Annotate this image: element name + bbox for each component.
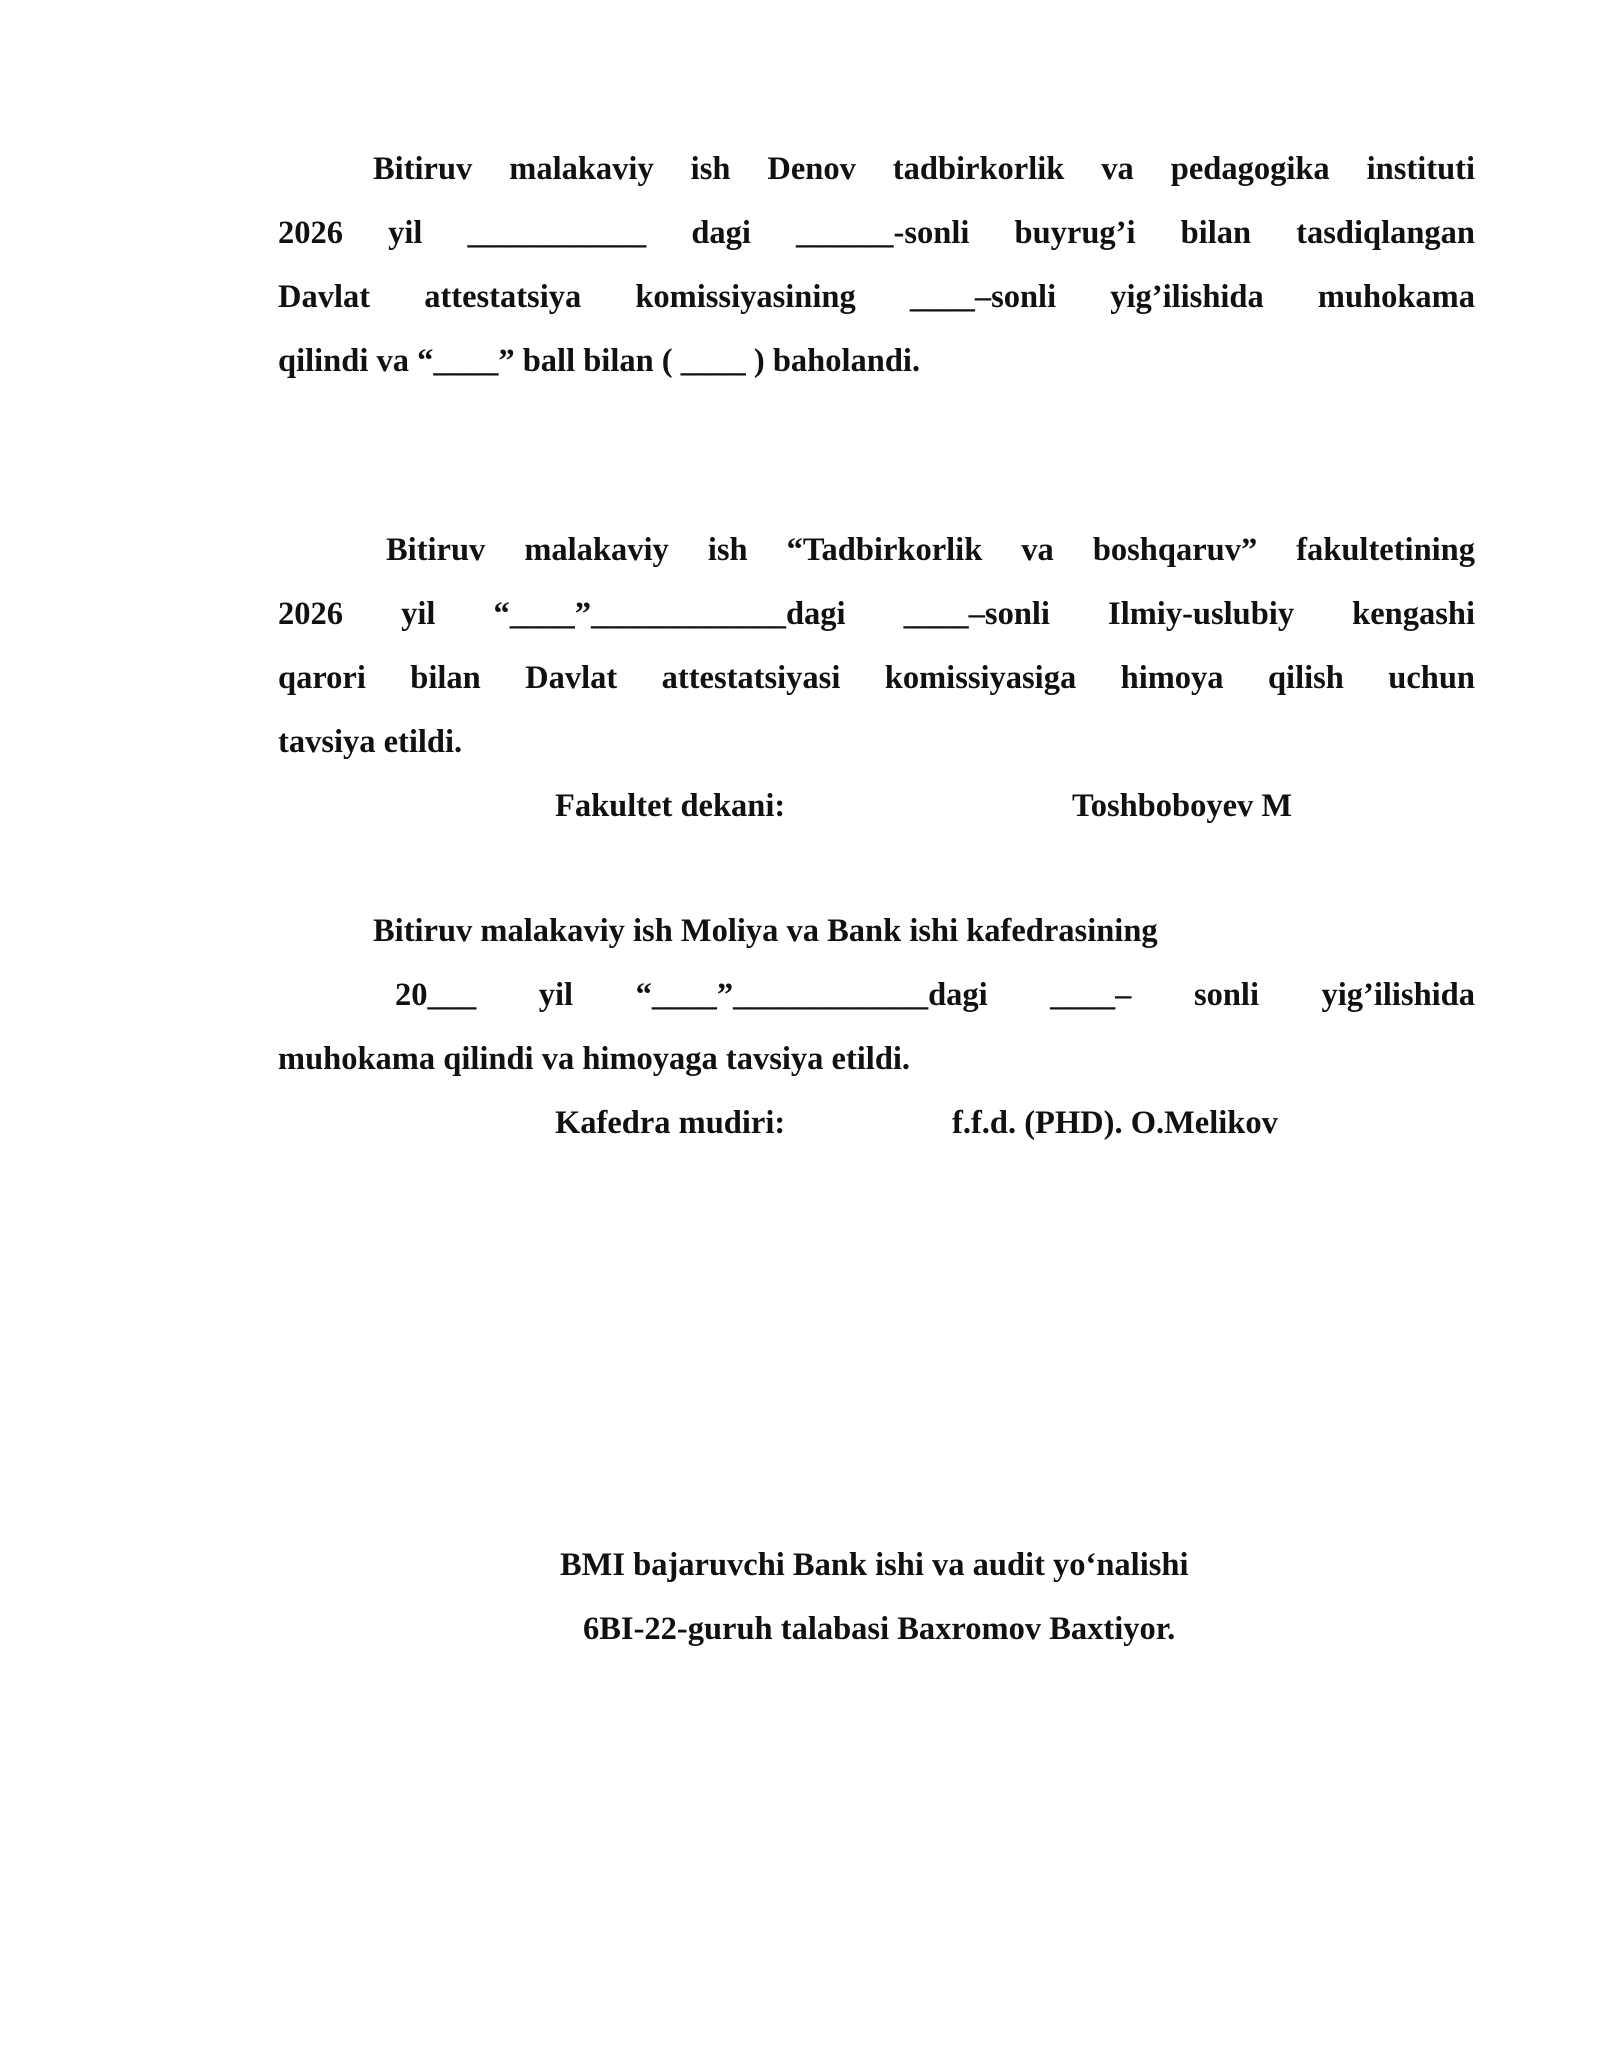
paragraph-line: muhokama qilindi va himoyaga tavsiya etildi. <box>278 1041 911 1077</box>
paragraph-line: 2026 yil ___________ dagi ______-sonli buyrug’i bilan tasdiqlangan <box>278 215 1475 251</box>
paragraph-line: Bitiruv malakaviy ish Denov tadbirkorlik va pedagogika instituti <box>373 151 1475 187</box>
dean-signature-name: Toshboboyev M <box>1072 788 1293 824</box>
author-program-line: BMI bajaruvchi Bank ishi va audit yo‘nalishi <box>560 1547 1189 1583</box>
paragraph-line: Davlat attestatsiya komissiyasining ____–sonli yig’ilishida muhokama <box>278 279 1475 315</box>
department-head-signature-label: Kafedra mudiri: <box>555 1105 786 1141</box>
department-head-signature-name: f.f.d. (PHD). O.Melikov <box>952 1105 1278 1141</box>
paragraph-line: Bitiruv malakaviy ish “Tadbirkorlik va boshqaruv” fakultetining <box>386 532 1475 568</box>
paragraph-line: Bitiruv malakaviy ish Moliya va Bank ishi kafedrasining <box>373 913 1158 949</box>
paragraph-line: qarori bilan Davlat attestatsiyasi komissiyasiga himoya qilish uchun <box>278 660 1475 696</box>
author-student-line: 6BI-22-guruh talabasi Baxromov Baxtiyor. <box>583 1611 1176 1647</box>
paragraph-line: qilindi va “____” ball bilan ( ____ ) baholandi. <box>278 343 921 379</box>
paragraph-line: 2026 yil “____”____________dagi ____–sonli Ilmiy-uslubiy kengashi <box>278 596 1475 632</box>
paragraph-line: tavsiya etildi. <box>278 724 463 760</box>
dean-signature-label: Fakultet dekani: <box>555 788 786 824</box>
paragraph-line: 20___ yil “____”____________dagi ____– sonli yig’ilishida <box>395 977 1475 1013</box>
